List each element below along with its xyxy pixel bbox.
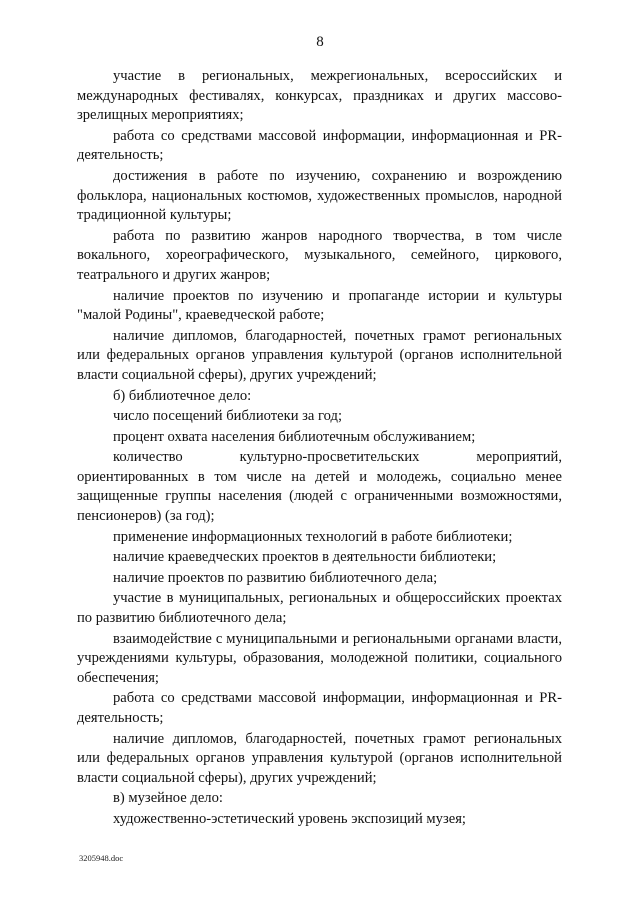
paragraph: работа со средствами массовой информации, информационная и PR-деятельность; — [77, 127, 562, 164]
paragraph: работа по развитию жанров народного творчества, в том числе вокального, хореографического, музыкального, семейного, циркового, театрального и других жанров; — [77, 227, 562, 283]
paragraph: наличие дипломов, благодарностей, почетных грамот региональных или федеральных органов управления культурой (органов исполнительной власти социальной сферы), других учреждений; — [77, 730, 562, 786]
paragraph: наличие проектов по изучению и пропаганде истории и культуры "малой Родины", краеведческой работе; — [77, 287, 562, 324]
paragraph: достижения в работе по изучению, сохранению и возрождению фольклора, национальных костюмов, художественных промыслов, народной традиционной культуры; — [77, 167, 562, 224]
paragraph: количество культурно-просветительских мероприятий, ориентированных в том числе на детей и молодежь, социально менее защищенные группы населения (людей с ограниченными возможностями, пенсионеров) (за год); — [77, 449, 562, 525]
section-heading-library: б) библиотечное дело: — [113, 387, 252, 404]
paragraph: наличие дипломов, благодарностей, почетных грамот региональных или федеральных органов управления культурой (органов исполнительной власти социальной сферы), других учреждений; — [77, 327, 562, 383]
paragraph: применение информационных технологий в работе библиотеки; — [113, 528, 513, 545]
footer-filename: 3205948.doc — [79, 853, 124, 863]
paragraph: работа со средствами массовой информации, информационная и PR-деятельность; — [77, 690, 562, 726]
paragraph: участие в муниципальных, региональных и общероссийских проектах по развитию библиотечного дела; — [77, 590, 562, 627]
paragraph: процент охвата населения библиотечным обслуживанием; — [113, 428, 476, 445]
paragraph: взаимодействие с муниципальными и региональными органами власти, учреждениями культуры, образования, молодежной политики, социального обеспечения; — [77, 630, 562, 686]
page-number: 8 — [316, 34, 324, 50]
paragraph: участие в региональных, межрегиональных, всероссийских и международных фестивалях, конкурсах, праздниках и других массово-зрелищных мероприятиях; — [77, 68, 562, 124]
paragraph: художественно-эстетический уровень экспозиций музея; — [113, 810, 466, 827]
paragraph: наличие проектов по развитию библиотечного дела; — [113, 569, 438, 586]
paragraph: наличие краеведческих проектов в деятельности библиотеки; — [113, 549, 497, 566]
document-body — [77, 67, 562, 830]
paragraph: число посещений библиотеки за год; — [113, 408, 343, 425]
section-heading-museum: в) музейное дело: — [113, 790, 223, 807]
